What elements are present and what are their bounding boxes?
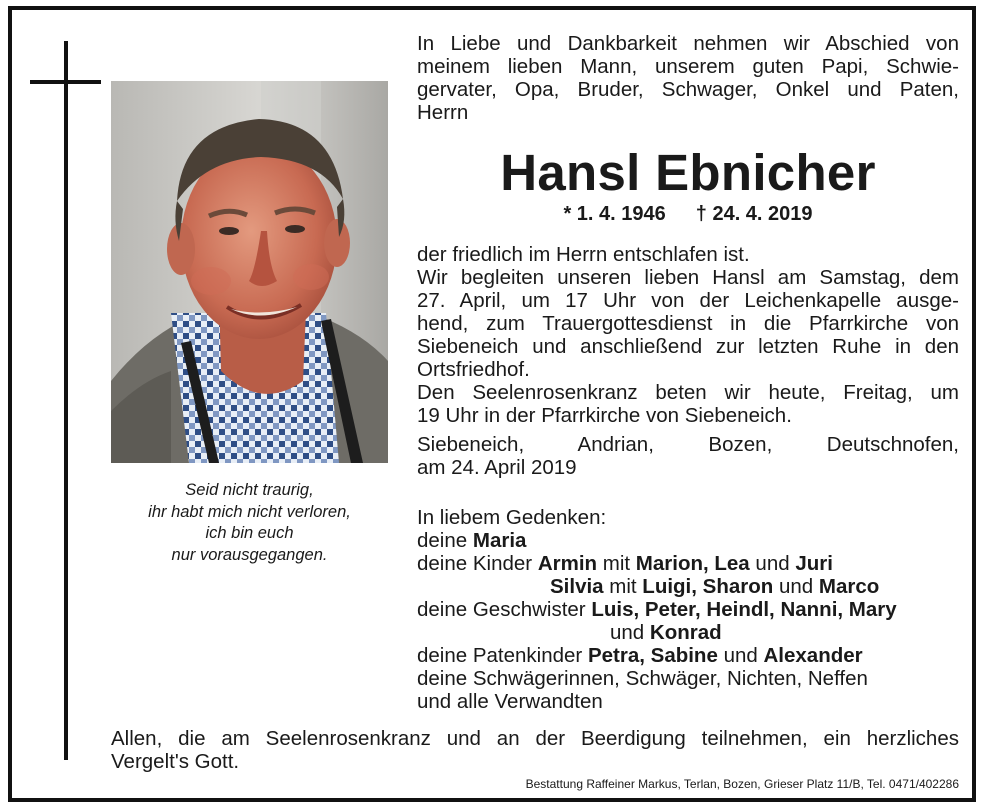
announcement-line: 19 Uhr in der Pfarrkirche von Siebeneich. [417, 404, 792, 427]
life-dates [417, 202, 959, 226]
announcement-line: der friedlich im Herrn entschlafen ist. [417, 243, 750, 266]
poem-line: Seid nicht traurig, [185, 481, 314, 499]
mourner-name: Silvia [550, 575, 604, 598]
mourner-name: Armin [537, 552, 598, 575]
relation-label: deine [417, 529, 468, 552]
list-item [417, 575, 959, 598]
intro-line: meinem lieben Mann, unserem guten Papi, Schwie- [417, 55, 959, 78]
poem-line: ich bin euch [205, 524, 294, 542]
closing-line: Vergelt's Gott. [111, 750, 240, 773]
funeral-home-footer: Bestattung Raffeiner Markus, Terlan, Bozen, Grieser Platz 11/B, Tel. 0471/402286 [525, 777, 959, 791]
intro-text [417, 32, 959, 124]
funeral-announcement [417, 243, 959, 427]
place-date [417, 433, 959, 479]
connector-text: mit [609, 575, 637, 598]
connector-text: und [755, 552, 790, 575]
intro-line: In Liebe und Dankbarkeit nehmen wir Abschied von [417, 32, 959, 55]
obituary-card [8, 6, 976, 802]
announcement-line: Ortsfriedhof. [417, 358, 530, 381]
list-item: und alle Verwandten [417, 690, 603, 713]
poem-line: ihr habt mich nicht verloren, [148, 502, 351, 521]
announcement-line: Siebeneich und anschließend zur letzten Ruhe in den [417, 335, 959, 358]
poem-line: nur vorausgegangen. [171, 545, 328, 564]
mourners-list [417, 506, 959, 713]
places: Siebeneich, Andrian, Bozen, Deutschnofen, [417, 433, 959, 456]
mourner-name: Marion, Lea [635, 552, 750, 575]
relation-label: deine Kinder [417, 552, 533, 575]
deceased-name: Hansl Ebnicher [500, 144, 876, 201]
mourner-name: Marco [818, 575, 880, 598]
announcement-line: 27. April, um 17 Uhr von der Leichenkapelle ausge- [417, 289, 959, 312]
mourner-name: Luigi, Sharon [642, 575, 774, 598]
announcement-line: Den Seelenrosenkranz beten wir heute, Freitag, um [417, 381, 959, 404]
announcement-line: hend, zum Trauergottesdienst in die Pfarrkirche von [417, 312, 959, 335]
connector-text: und [723, 644, 758, 667]
connector-text: und [610, 621, 645, 644]
mourners-heading: In liebem Gedenken: [417, 506, 607, 529]
relation-label: deine Patenkinder [417, 644, 583, 667]
closing-line: Allen, die am Seelenrosenkranz und an der Beerdigung teilnehmen, ein herzliches [111, 727, 959, 750]
list-item [417, 621, 959, 644]
intro-line: gervater, Opa, Bruder, Schwager, Onkel und Paten, [417, 78, 959, 101]
mourner-name: Juri [795, 552, 833, 575]
announcement-line: Wir begleiten unseren lieben Hansl am Samstag, dem [417, 266, 959, 289]
notice-date: am 24. April 2019 [417, 456, 577, 479]
mourner-name: Alexander [763, 644, 863, 667]
birth-date: * 1. 4. 1946 [563, 203, 666, 225]
mourner-name: Petra, Sabine [587, 644, 718, 667]
mourner-name: Konrad [649, 621, 722, 644]
connector-text: mit [602, 552, 631, 575]
closing-text [111, 727, 959, 773]
mourner-name: Luis, Peter, Heindl, Nanni, Mary [591, 598, 897, 621]
list-item [417, 529, 959, 552]
death-date: † 24. 4. 2019 [695, 203, 813, 225]
intro-line: Herrn [417, 101, 469, 124]
list-item [417, 644, 959, 667]
list-item [417, 598, 959, 621]
list-item: deine Schwägerinnen, Schwäger, Nichten, Neffen [417, 667, 868, 690]
portrait-photo [111, 81, 388, 463]
list-item [417, 552, 959, 575]
relation-label: deine Geschwister [417, 598, 586, 621]
mourner-name: Maria [472, 529, 527, 552]
poem [111, 480, 388, 566]
connector-text: und [778, 575, 814, 598]
